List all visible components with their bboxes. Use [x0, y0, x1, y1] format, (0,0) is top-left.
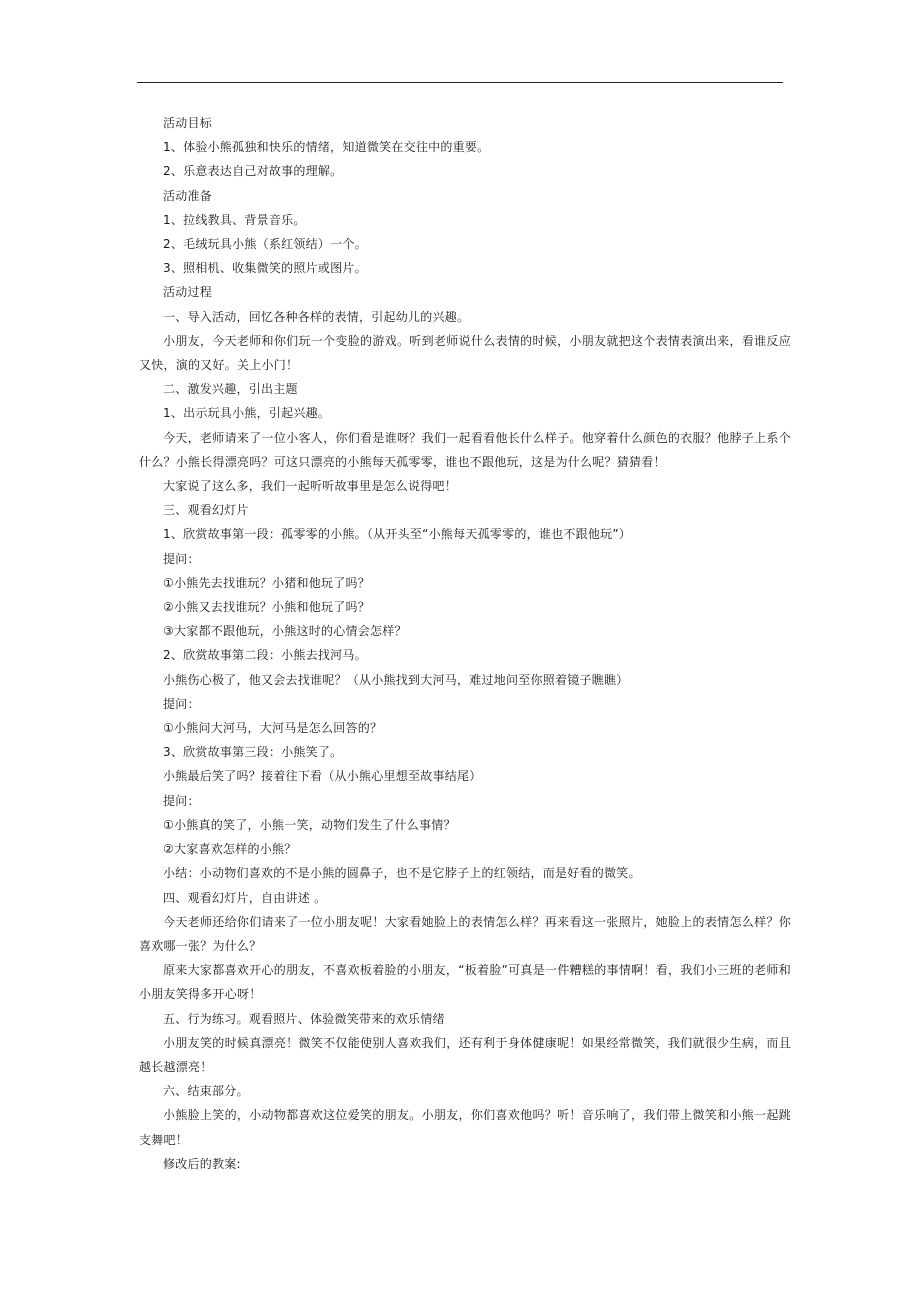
step-heading-5: 五、行为练习。观看照片、体验微笑带来的欢乐情绪 — [163, 1011, 445, 1026]
preparation-item-1: 1、拉线教具、背景音乐。 — [163, 212, 306, 227]
paragraph: 小朋友，今天老师和你们玩一个变脸的游戏。听到老师说什么表情的时候，小朋友就把这个表情表演出来，看谁反应又快，演的又好。关上小门！ — [139, 333, 791, 373]
question-item: ②小熊又去找谁玩？小熊和他玩了吗？ — [163, 600, 371, 615]
question-label: 提问： — [163, 696, 200, 711]
question-item: ①小熊问大河马，大河马是怎么回答的？ — [163, 721, 383, 736]
question-label: 提问： — [163, 793, 200, 808]
section-heading-process: 活动过程 — [163, 285, 213, 300]
section-heading-preparation: 活动准备 — [163, 188, 213, 203]
header-rule — [137, 82, 783, 83]
preparation-item-3: 3、照相机、收集微笑的照片或图片。 — [163, 261, 367, 276]
paragraph: 小熊最后笑了吗？接着往下看（从小熊心里想至故事结尾） — [163, 769, 482, 784]
paragraph: 今天，老师请来了一位小客人，你们看是谁呀？我们一起看看他长什么样子。他穿着什么颜色的衣服？他脖子上系个什么？小熊长得漂亮吗？可这只漂亮的小熊每天孤零零，谁也不跟他玩，这是为什么呢？猜猜看！ — [139, 430, 791, 469]
sub-step: 1、欣赏故事第一段：孤零零的小熊。（从开头至“小熊每天孤零零的，谁也不跟他玩”） — [163, 527, 632, 542]
revised-plan-label: 修改后的教案: — [163, 1156, 241, 1171]
goal-item-1: 1、体验小熊孤独和快乐的情绪，知道微笑在交往中的重要。 — [163, 140, 490, 155]
paragraph: 小朋友笑的时候真漂亮！微笑不仅能使别人喜欢我们，还有利于身体健康呢！如果经常微笑，我们就很少生病，而且越长越漂亮！ — [139, 1035, 791, 1074]
step-heading-2: 二、激发兴趣，引出主题 — [163, 382, 298, 397]
question-item: ①小熊真的笑了，小熊一笑，动物们发生了什么事情？ — [163, 817, 456, 832]
paragraph: 小熊伤心极了，他又会去找谁呢？（从小熊找到大河马，难过地问至你照着镜子瞧瞧） — [163, 672, 629, 687]
paragraph: 小熊脸上笑的，小动物都喜欢这位爱笑的朋友。小朋友，你们喜欢他吗？听！音乐响了，我们带上微笑和小熊一起跳支舞吧！ — [139, 1108, 791, 1147]
question-item: ②大家喜欢怎样的小熊？ — [163, 842, 297, 857]
step-heading-1: 一、导入活动，回忆各种各样的表情，引起幼儿的兴趣。 — [163, 309, 470, 324]
document-body — [139, 111, 791, 1176]
sub-step: 3、欣赏故事第三段：小熊笑了。 — [163, 745, 343, 760]
paragraph: 大家说了这么多，我们一起听听故事里是怎么说得吧！ — [163, 479, 458, 494]
question-item: ①小熊先去找谁玩？小猪和他玩了吗？ — [163, 575, 371, 590]
sub-step: 1、出示玩具小熊，引起兴趣。 — [163, 406, 331, 421]
step-heading-6: 六、结束部分。 — [163, 1084, 249, 1099]
paragraph: 原来大家都喜欢开心的朋友，不喜欢板着脸的小朋友，“板着脸”可真是一件糟糕的事情啊！看，我们小三班的老师和小朋友笑得多开心呀！ — [139, 963, 791, 1002]
summary-paragraph: 小结：小动物们喜欢的不是小熊的圆鼻子，也不是它脖子上的红领结，而是好看的微笑。 — [163, 866, 641, 881]
question-item: ③大家都不跟他玩，小熊这时的心情会怎样？ — [163, 624, 407, 639]
preparation-item-2: 2、毛绒玩具小熊（系红领结）一个。 — [163, 237, 367, 252]
step-heading-3: 三、观看幻灯片 — [163, 503, 249, 518]
question-label: 提问： — [163, 551, 200, 566]
step-heading-4: 四、观看幻灯片，自由讲述 。 — [163, 890, 327, 905]
sub-step: 2、欣赏故事第二段：小熊去找河马。 — [163, 648, 367, 663]
goal-item-2: 2、乐意表达自己对故事的理解。 — [163, 164, 343, 179]
paragraph: 今天老师还给你们请来了一位小朋友呢！大家看她脸上的表情怎么样？再来看这一张照片，她脸上的表情怎么样？你喜欢哪一张？为什么？ — [139, 914, 791, 953]
section-heading-goals: 活动目标 — [163, 116, 213, 130]
